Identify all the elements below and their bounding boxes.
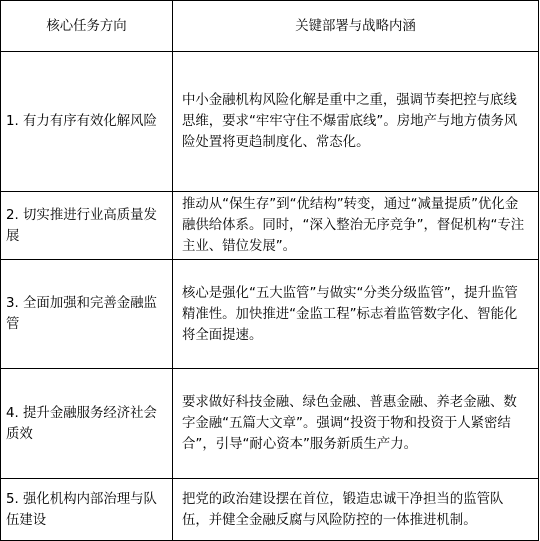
- table-header-row: [1, 1, 539, 52]
- task-direction-cell: 5. 强化机构内部治理与队伍建设: [1, 479, 173, 541]
- deployment-text: 中小金融机构风险化解是重中之重，强调节奏把控与底线思维，要求“牢牢守住不爆雷底线”。房地产与地方债务风险处置将更趋制度化、常态化。: [182, 93, 518, 150]
- deployment-cell: [173, 369, 539, 479]
- deployment-text: 把党的政治建设摆在首位，锻造忠诚干净担当的监管队伍，并健全金融反腐与风险防控的一体推进机制。: [182, 491, 504, 528]
- column-header-direction: 核心任务方向: [1, 1, 173, 52]
- deployment-text: 核心是强化“五大监管”与做实“分类分级监管”，提升监管精准性。加快推进“金监工程”标志着监管数字化、智能化将全面提速。: [182, 285, 518, 343]
- table-row: [1, 479, 539, 541]
- task-direction-cell: 4. 提升金融服务经济社会质效: [1, 369, 173, 479]
- deployment-cell: [173, 52, 539, 192]
- deployment-text: 推动从“保生存”到“优结构”转变，通过“减量提质”优化金融供给体系。同时，“深入整治无序竞争”，督促机构“专注主业、错位发展”。: [182, 197, 525, 254]
- task-direction-cell: 2. 切实推进行业高质量发展: [1, 192, 173, 260]
- deployment-cell: [173, 479, 539, 541]
- deployment-text: 要求做好科技金融、绿色金融、普惠金融、养老金融、数字金融“五篇大文章”。强调“投资于物和投资于人紧密结合”，引导“耐心资本”服务新质生产力。: [182, 395, 517, 452]
- column-header-deployment: 关键部署与战略内涵: [173, 1, 539, 52]
- table-row: [1, 260, 539, 369]
- task-direction-cell: 1. 有力有序有效化解风险: [1, 52, 173, 192]
- deployment-cell: [173, 192, 539, 260]
- table-row: [1, 369, 539, 479]
- table-row: [1, 192, 539, 260]
- table-row: [1, 52, 539, 192]
- deployment-cell: [173, 260, 539, 369]
- task-direction-cell: 3. 全面加强和完善金融监管: [1, 260, 173, 369]
